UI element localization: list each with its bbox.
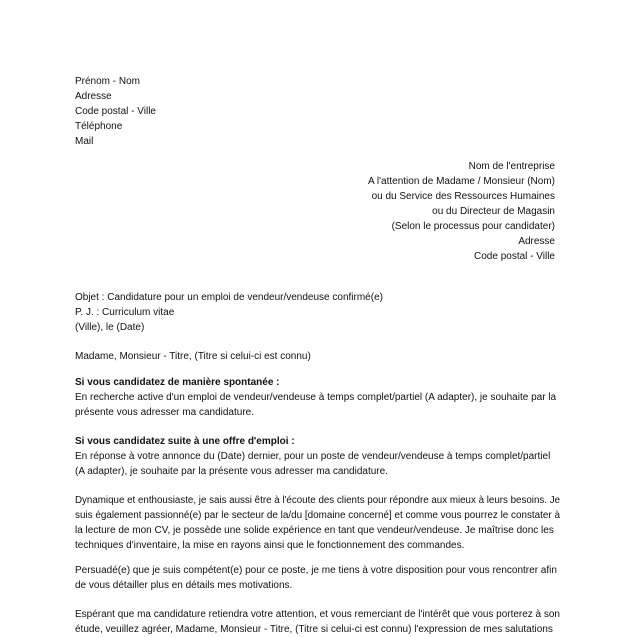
recipient-director: ou du Directeur de Magasin [432, 206, 555, 217]
offer-line: (A adapter), je souhaite par la présente vous adresser ma candidature. [75, 466, 388, 477]
spontaneous-heading: Si vous candidatez de manière spontanée : [75, 377, 280, 388]
spontaneous-line: En recherche active d'un emploi de vendeur/vendeuse à temps complet/partiel (A adapter), je souhaite par la [75, 392, 557, 403]
recipient-process: (Selon le processus pour candidater) [391, 221, 555, 232]
paragraph-line: la lecture de mon CV, je possède une solide expérience en tant que vendeur/vendeuse. Je maîtrise donc les [75, 525, 554, 536]
paragraph-line: techniques d'inventaire, la mise en rayons ainsi que le fonctionnement des commandes. [75, 540, 465, 551]
recipient-attention: A l'attention de Madame / Monsieur (Nom) [368, 176, 555, 187]
sender-address: Adresse [75, 91, 112, 102]
recipient-hr: ou du Service des Ressources Humaines [371, 191, 555, 202]
attachments-line: P. J. : Curriculum vitae [75, 307, 175, 318]
object-line: Objet : Candidature pour un emploi de vendeur/vendeuse confirmé(e) [75, 292, 383, 303]
paragraph-line: Persuadé(e) que je suis compétent(e) pour ce poste, je me tiens à votre disposition pour vous rencontrer afin [75, 565, 557, 576]
paragraph-line: Espérant que ma candidature retiendra votre attention, et vous remerciant de l'intérêt que vous porterez à son [75, 609, 560, 620]
salutation: Madame, Monsieur - Titre, (Titre si celui-ci est connu) [75, 351, 311, 362]
spontaneous-line: présente vous adresser ma candidature. [75, 407, 254, 418]
paragraph-line: suis également passionné(e) par le secteur de la/du [domaine concerné] et comme vous pourrez le constater à [75, 510, 560, 521]
offer-heading: Si vous candidatez suite à une offre d'emploi : [75, 436, 295, 447]
place-date-line: (Ville), le (Date) [75, 322, 145, 333]
paragraph-line: de vous détailler plus en détails mes motivations. [75, 580, 293, 591]
recipient-address: Adresse [518, 236, 555, 247]
offer-line: En réponse à votre annonce du (Date) dernier, pour un poste de vendeur/vendeuse à temps complet/partiel [75, 451, 551, 462]
recipient-company: Nom de l'entreprise [468, 161, 555, 172]
paragraph-line: Dynamique et enthousiaste, je sais aussi être à l'écoute des clients pour répondre aux mieux à leurs besoins. Je [75, 495, 561, 506]
sender-postal: Code postal - Ville [75, 106, 156, 117]
recipient-postal: Code postal - Ville [474, 251, 555, 262]
sender-phone: Téléphone [75, 121, 123, 132]
sender-mail: Mail [75, 136, 94, 147]
paragraph-line: étude, veuillez agréer, Madame, Monsieur - Titre, (Titre si celui-ci est connu) l'expression de mes salutations [75, 624, 553, 635]
sender-name: Prénom - Nom [75, 76, 141, 87]
